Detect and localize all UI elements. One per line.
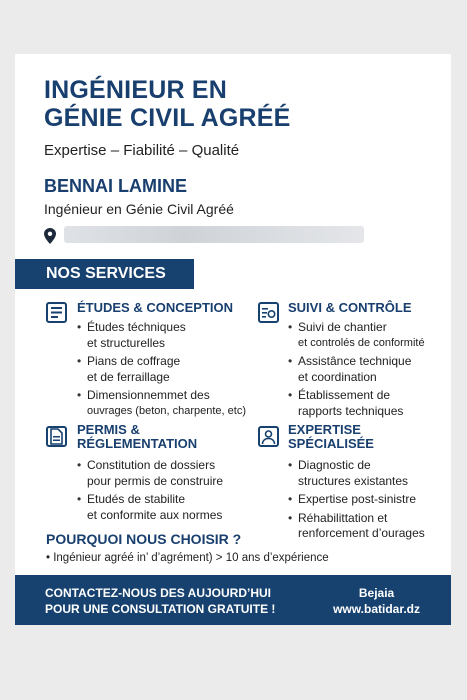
list-item: • Pians de coffrage et de ferraillage — [77, 354, 246, 385]
list-item: • Constitution de dossiers pour permis de construire — [77, 458, 223, 489]
list-item: • Expertise post-sinistre — [288, 492, 425, 508]
address-redacted — [64, 226, 364, 243]
list-item: • Dimensionnemmet des ouvrages (beton, charpente, etc) — [77, 388, 246, 419]
suivi-list — [288, 320, 425, 422]
section-heading-expertise: EXPERTISE SPÉCIALISÉE — [288, 422, 374, 451]
section-heading-permis: PERMIS & RÉGLEMENTATION — [77, 422, 198, 451]
expert-icon — [258, 426, 279, 447]
footer-cta: CONTACTEZ-NOUS DES AUJOURD’HUI POUR UNE CONSULTATION GRATUITE ! — [45, 586, 276, 616]
list-item: • Établissement de rapports techniques — [288, 388, 425, 419]
document-icon — [46, 426, 67, 447]
headline-line-2: GÉNIE CIVIL AGRÉÉ — [44, 104, 291, 132]
list-item: • Etudés de stabilite et conformite aux normes — [77, 492, 223, 523]
list-item: • Études téchniques et structurelles — [77, 320, 246, 351]
services-title: NOS SERVICES — [46, 265, 166, 282]
footer-banner — [15, 575, 451, 625]
footer-website[interactable]: www.batidar.dz — [333, 602, 420, 616]
flyer — [15, 54, 451, 625]
person-title: Ingénieur en Génie Civil Agréé — [44, 201, 234, 217]
list-item: • Réhabilittation et renforcement d’ourages — [288, 511, 425, 542]
list-item: • Suivi de chantier et controlés de conformité — [288, 320, 425, 351]
why-title: POURQUOI NOUS CHOISIR ? — [46, 531, 242, 547]
etudes-list — [77, 320, 246, 422]
expertise-list — [288, 458, 425, 545]
footer-city: Bejaia — [358, 586, 395, 600]
list-item: • Assistânce technique et coordination — [288, 354, 425, 385]
headline-line-1: INGÉNIEUR EN — [44, 76, 227, 104]
footer-contact — [333, 585, 420, 617]
permis-list — [77, 458, 223, 526]
headline — [44, 76, 291, 132]
section-heading-etudes: ÉTUDES & CONCEPTION — [77, 300, 234, 315]
person-name: BENNAI LAMINE — [44, 176, 187, 196]
list-item: • Diagnostic de structures existantes — [288, 458, 425, 489]
document-list-icon — [46, 302, 67, 323]
services-banner — [15, 259, 194, 289]
tagline: Expertise – Fiabilité – Qualité — [44, 142, 240, 159]
map-pin-icon — [44, 228, 56, 244]
inspection-icon — [258, 302, 279, 323]
why-line: • Ingénieur agréé in’ d’agrément) > 10 ans d’expérience — [46, 552, 329, 564]
section-heading-suivi: SUIVI & CONTRÔLE — [288, 300, 412, 315]
